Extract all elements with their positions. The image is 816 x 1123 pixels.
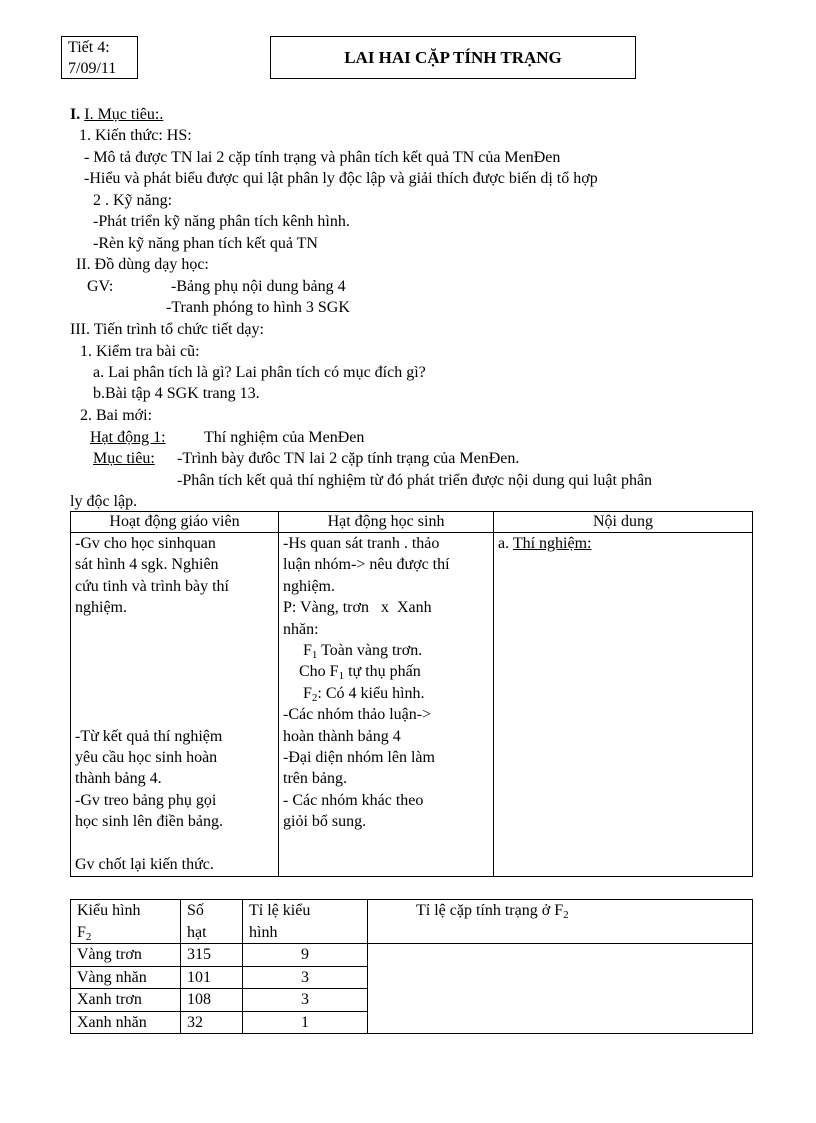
student-activity-cell: -Hs quan sát tranh . thảo luận nhóm-> nêu được thí nghiệm. P: Vàng, trơn x Xanh nhăn: $F_1$ Toàn vàng trơn. Cho $F_1$ tự thụ phấn $F_2$: Có 4 kiểu hình. -Các nhóm thảo luận-> hoàn thành bảng 4 -Đại diện nhóm lên làm trên bảng. - Các nhóm khác theo giỏi bổ sung. bbox=[279, 533, 494, 877]
col-phenotype: Kiểu hình $F_2$ bbox=[71, 900, 181, 944]
new-lesson-heading: 2. Bai mới: bbox=[80, 407, 153, 424]
goal-label: Mục tiêu: bbox=[93, 450, 155, 467]
results-table-header bbox=[71, 900, 753, 944]
skill-line-2: -Rèn kỹ năng phan tích kết quả TN bbox=[93, 235, 318, 252]
activity-1-title: Thí nghiệm của MenĐen bbox=[204, 429, 365, 446]
table-row: Vàng trơn 315 9 bbox=[71, 944, 753, 967]
lesson-number: Tiết 4: bbox=[68, 39, 110, 56]
trait-ratio-cell bbox=[368, 944, 753, 1034]
goal-line-1: -Trình bày đưôc TN lai 2 cặp tính trạng của MenĐen. bbox=[177, 450, 520, 467]
results-table bbox=[70, 899, 753, 1034]
review-question-a: a. Lai phân tích là gì? Lai phân tích có mục đích gì? bbox=[93, 364, 426, 381]
activity-table-row bbox=[71, 533, 753, 877]
objective-line-1: - Mô tả được TN lai 2 cặp tính trạng và phân tích kết quả TN của MenĐen bbox=[84, 149, 561, 166]
table-row: Xanh trơn 108 3 bbox=[71, 989, 753, 1012]
col-teacher: Hoạt động giáo viên bbox=[71, 512, 279, 533]
page-title: LAI HAI CẶP TÍNH TRẠNG bbox=[344, 48, 562, 67]
section-objectives: I. I. Mục tiêu:. bbox=[70, 106, 164, 123]
table-row: Vàng nhăn 101 3 bbox=[71, 966, 753, 989]
activity-1-label: Hạt động 1: bbox=[90, 429, 166, 446]
equipment-line-2: -Tranh phóng to hình 3 SGK bbox=[166, 299, 350, 316]
activity-table-header bbox=[71, 512, 753, 533]
skill-line-1: -Phát triển kỹ năng phân tích kênh hình. bbox=[93, 213, 350, 230]
knowledge-heading: 1. Kiến thức: HS: bbox=[79, 127, 192, 144]
goal-line-3: ly độc lập. bbox=[70, 493, 138, 510]
process-heading: III. Tiến trình tổ chức tiết dạy: bbox=[70, 321, 264, 338]
experiment-heading: Thí nghiệm: bbox=[512, 535, 592, 552]
col-trait-pair-ratio: Tỉ lệ cặp tính trạng ở $F_2$ bbox=[368, 900, 753, 944]
content-cell bbox=[494, 533, 753, 877]
teacher-activity-cell: -Gv cho học sinhquan sát hình 4 sgk. Nghiên cứu tinh và trình bày thí nghiệm. -Từ kết quả thí nghiệm yêu cầu học sinh hoàn thành bảng 4. -Gv treo bảng phụ gọi học sinh lên điền bảng. Gv chốt lại kiến thức. bbox=[71, 533, 279, 877]
table-row: Xanh nhăn 32 1 bbox=[71, 1011, 753, 1034]
content-prefix: a. bbox=[498, 535, 510, 552]
lesson-date: 7/09/11 bbox=[68, 60, 117, 77]
equipment-line-1: -Bảng phụ nội dung bảng 4 bbox=[171, 278, 346, 295]
goal-line-2: -Phân tích kết quả thí nghiệm từ đó phát triển được nội dung qui luật phân bbox=[177, 472, 653, 489]
col-student: Hạt động học sinh bbox=[279, 512, 494, 533]
review-question-b: b.Bài tập 4 SGK trang 13. bbox=[93, 385, 260, 402]
equipment-gv-label: GV: bbox=[87, 278, 114, 295]
equipment-heading: II. Đồ dùng dạy học: bbox=[76, 256, 209, 273]
activity-table bbox=[70, 511, 753, 877]
objective-line-2: -Hiểu và phát biểu được qui lật phân ly độc lập và giải thích được biến dị tổ hợp bbox=[84, 170, 598, 187]
col-content: Nội dung bbox=[494, 512, 753, 533]
review-heading: 1. Kiểm tra bài cũ: bbox=[80, 343, 200, 360]
objectives-heading: I. Mục tiêu:. bbox=[84, 106, 164, 123]
skills-heading: 2 . Kỹ năng: bbox=[93, 192, 173, 209]
col-seed-count: Số hạt bbox=[181, 900, 243, 944]
col-ratio: Tỉ lệ kiểu hình bbox=[243, 900, 368, 944]
